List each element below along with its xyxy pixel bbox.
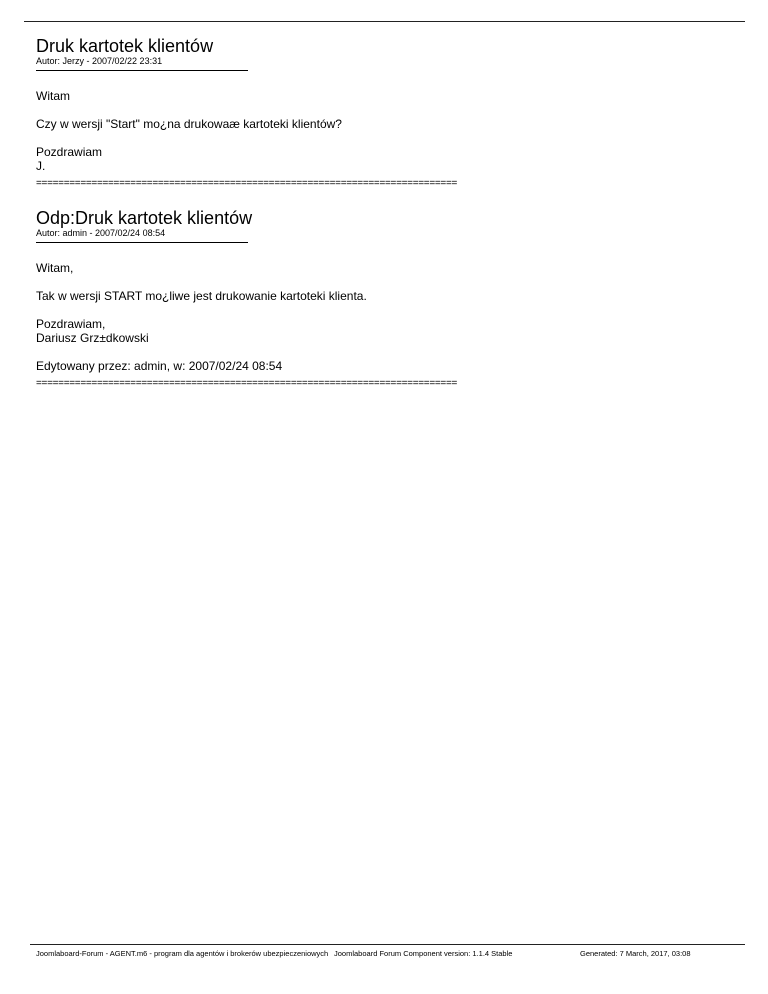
post-edited-note: Edytowany przez: admin, w: 2007/02/24 08:54 bbox=[36, 359, 283, 373]
post-title: Druk kartotek klientów bbox=[36, 36, 214, 56]
post-body: Czy w wersji "Start" mo¿na drukowaæ kartoteki klientów? bbox=[36, 117, 342, 131]
top-rule bbox=[24, 21, 745, 22]
post-title: Odp:Druk kartotek klientów bbox=[36, 208, 253, 228]
post-greeting: Witam, bbox=[36, 261, 74, 275]
post-meta: Autor: Jerzy - 2007/02/22 23:31 bbox=[36, 56, 163, 66]
footer-generated-date: Generated: 7 March, 2017, 03:08 bbox=[580, 949, 691, 958]
meta-divider bbox=[36, 70, 248, 71]
forum-thread bbox=[36, 36, 736, 390]
post-separator: ============================================================================ bbox=[36, 178, 458, 189]
post-greeting: Witam bbox=[36, 89, 70, 103]
post bbox=[36, 36, 736, 190]
post bbox=[36, 208, 736, 390]
footer-component-version: Joomlaboard Forum Component version: 1.1.4 Stable bbox=[334, 949, 513, 958]
footer-site-name: Joomlaboard-Forum - AGENT.m6 - program dla agentów i brokerów ubezpieczeniowych bbox=[36, 949, 329, 958]
post-separator: ============================================================================ bbox=[36, 378, 458, 389]
post-meta: Autor: admin - 2007/02/24 08:54 bbox=[36, 228, 166, 238]
post-signature-name: Dariusz Grz±dkowski bbox=[36, 331, 149, 345]
bottom-rule bbox=[30, 944, 745, 945]
post-signature-line: Pozdrawiam, bbox=[36, 317, 106, 331]
post-signature-line: Pozdrawiam bbox=[36, 145, 103, 159]
post-body: Tak w wersji START mo¿liwe jest drukowanie kartoteki klienta. bbox=[36, 289, 367, 303]
meta-divider bbox=[36, 242, 248, 243]
post-signature-name: J. bbox=[36, 159, 46, 173]
